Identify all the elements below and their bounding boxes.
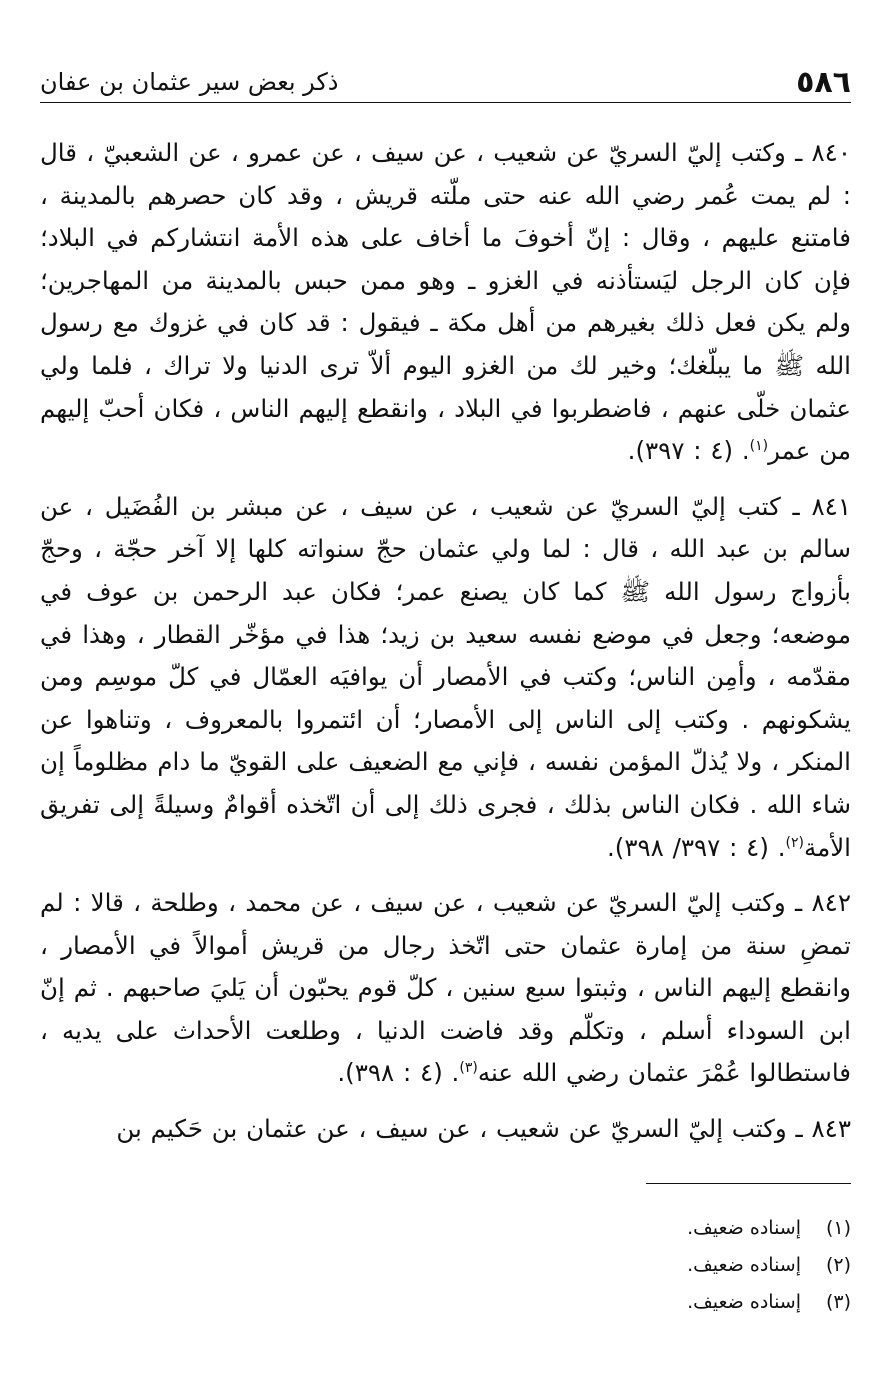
footnote-text: إسناده ضعيف. (687, 1217, 801, 1239)
source-citation: . (٤ : ٣٩٨). (337, 1058, 460, 1088)
footnote-reference[interactable]: (٢) (785, 834, 804, 851)
footnotes-list (40, 1210, 851, 1321)
source-citation: . (٤ : ٣٩٧). (627, 436, 750, 466)
book-page (40, 0, 851, 1392)
narration-number: ٨٤٠ (811, 138, 851, 167)
footnote-mark: (٣) (825, 1291, 851, 1313)
footnote-divider (646, 1183, 851, 1184)
narration-text: ـ وكتب إليّ السريّ عن شعيب ، عن سيف ، عن عثمان بن حَكيم بن (116, 1114, 803, 1144)
narration-number: ٨٤٣ (811, 1114, 851, 1144)
footnote-text: إسناده ضعيف. (687, 1254, 801, 1276)
footnote-reference[interactable]: (٣) (459, 1060, 478, 1077)
footnote-item (40, 1210, 851, 1247)
narration-text: ـ كتب إليّ السريّ عن شعيب ، عن سيف ، عن مبشر بن الفُضَيل ، عن سالم بن عبد الله ، قال : لما ولي عثمان حجّ سنواته كلها إلا آخر حجّة ، وحجّ بأزواج رسول الله ﷺ كما كان يصنع عمر؛ فكان عبد الرحمن بن عوف في موضعه؛ وجعل في موضع نفسه سعيد بن زيد؛ هذا في مؤخّر القطار ، وهذا في مقدّمه ، وأمِن الناس؛ وكتب في الأمصار أن يوافيَه العمّال في كلّ موسِم ومن يشكونهم . وكتب إلى الناس إلى الأمصار؛ أن ائتمروا بالمعروف ، وتناهوا عن المنكر ، ولا يُذلّ المؤمن نفسه ، فإني مع الضعيف على القويّ ما دام مظلوماً إن شاء الله . فكان الناس بذلك ، فجرى ذلك إلى أن اتّخذه أقوامٌ وسيلةً إلى تفريق الأمة (40, 491, 851, 862)
footnote-item (40, 1284, 851, 1321)
paragraph-840 (40, 132, 851, 473)
footnote-item (40, 1247, 851, 1284)
narration-number: ٨٤١ (811, 491, 851, 521)
page-number: ٥٨٦ (796, 64, 851, 100)
paragraph-841 (40, 486, 851, 869)
running-header (40, 62, 851, 103)
body-text (40, 132, 851, 1164)
narration-text: ـ وكتب إليّ السريّ عن شعيب ، عن سيف ، عن محمد ، وطلحة ، قالا : لم تمضِ سنة من إمارة عثمان حتى اتّخذ رجال من قريش أموالاً في الأمصار ، وانقطع إليهم الناس ، وثبتوا سبع سنين ، كلّ قوم يحبّون أن يَليَ صاحبهم . ثم إنّ ابن السوداء أسلم ، وتكلّم وقد فاضت الدنيا ، وطلعت الأحداث على يديه ، فاستطالوا عُمْرَ عثمان رضي الله عنه (40, 888, 851, 1088)
source-citation: . (٤ : ٣٩٧/ ٣٩٨). (606, 832, 786, 862)
paragraph-842 (40, 882, 851, 1095)
footnote-text: إسناده ضعيف. (687, 1291, 801, 1313)
footnote-reference[interactable]: (١) (749, 438, 769, 454)
narration-text: ـ وكتب إليّ السريّ عن شعيب ، عن سيف ، عن عمرو ، عن الشعبيّ ، قال : لم يمت عُمر رضي الله عنه حتى ملّته قريش ، وقد كان حصرهم بالمدينة ، فامتنع عليهم ، وقال : إنّ أخوفَ ما أخاف على هذه الأمة انتشاركم في البلاد؛ فإن كان الرجل ليَستأذنه في الغزو ـ وهو ممن حبس بالمدينة من المهاجرين؛ ولم يكن فعل ذلك بغيرهم من أهل مكة ـ فيقول : قد كان في غزوك مع رسول الله ﷺ ما يبلّغك؛ وخير لك من الغزو اليوم ألاّ ترى الدنيا ولا تراك ، فلما ولي عثمان خلّى عنهم ، فاضطربوا في البلاد ، وانقطع إليهم الناس ، فكان أحبّ إليهم من عمر (40, 138, 851, 466)
narration-number: ٨٤٢ (811, 888, 851, 918)
footnote-mark: (٢) (825, 1254, 851, 1276)
paragraph-843 (40, 1108, 851, 1151)
chapter-title: ذكر بعض سير عثمان بن عفان (40, 68, 339, 96)
footnote-mark: (١) (825, 1217, 851, 1239)
